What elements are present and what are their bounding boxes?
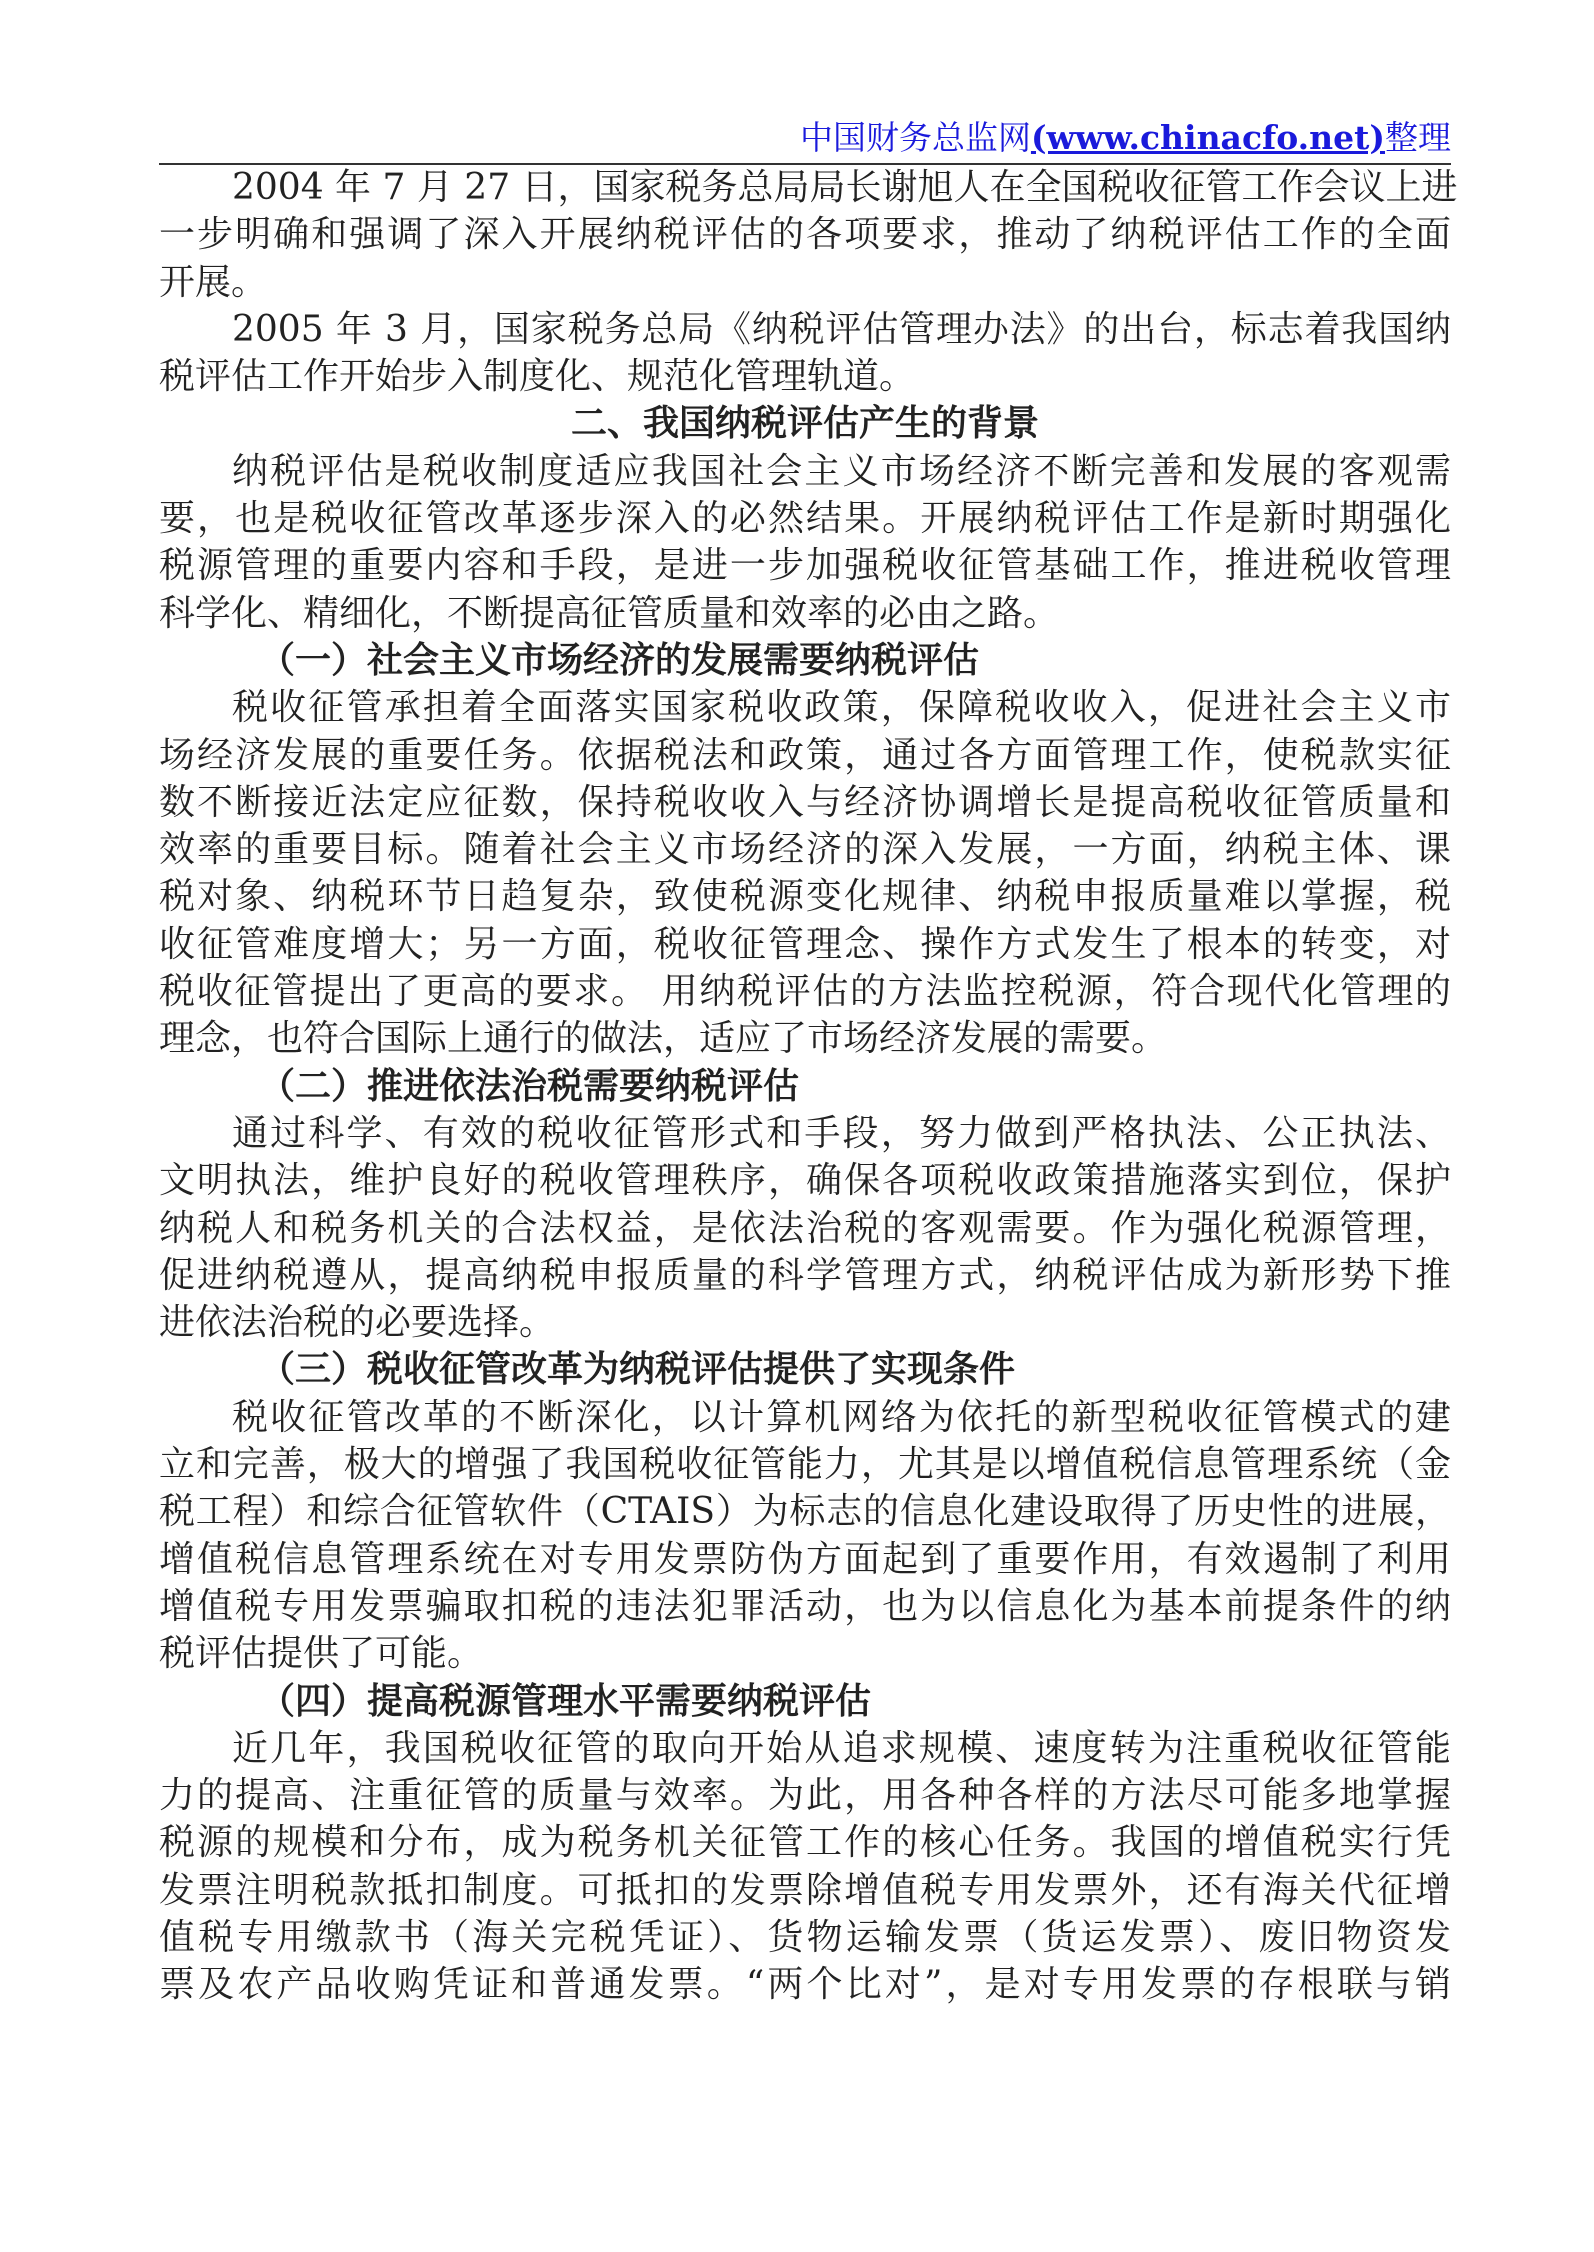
text-line: 纳税人和税务机关的合法权益，是依法治税的客观需要。作为强化税源管理， <box>159 1207 1451 1249</box>
text-line: 效率的重要目标。随着社会主义市场经济的深入发展，一方面，纳税主体、课 <box>159 829 1451 871</box>
text-line: （三）税收征管改革为纳税评估提供了实现条件 <box>259 1348 1016 1391</box>
text-line: 开展。 <box>159 261 268 303</box>
text-line: 数不断接近法定应征数，保持税收收入与经济协调增长是提高税收征管质量和 <box>159 781 1451 823</box>
text-line: 收征管难度增大；另一方面，税收征管理念、操作方式发生了根本的转变，对 <box>159 923 1451 965</box>
text-line: 近几年，我国税收征管的取向开始从追求规模、速度转为注重税收征管能 <box>232 1727 1451 1769</box>
text-line: 科学化、精细化，不断提高征管质量和效率的必由之路。 <box>159 592 1060 634</box>
paragraph <box>159 1725 1451 2009</box>
text-line: 税对象、纳税环节日趋复杂，致使税源变化规律、纳税申报质量难以掌握，税 <box>159 876 1451 918</box>
text-line: 立和完善，极大的增强了我国税收征管能力，尤其是以增值税信息管理系统（金 <box>159 1444 1451 1486</box>
text-line: 税收征管改革的不断深化，以计算机网络为依托的新型税收征管模式的建 <box>232 1396 1451 1438</box>
text-line: 理念，也符合国际上通行的做法，适应了市场经济发展的需要。 <box>159 1018 1168 1060</box>
subsection-heading <box>159 1678 1451 1725</box>
text-line: 票及农产品收购凭证和普通发票。“两个比对”，是对专用发票的存根联与销 <box>159 1964 1451 2006</box>
text-line: 要，也是税收征管改革逐步深入的必然结果。开展纳税评估工作是新时期强化 <box>159 498 1451 540</box>
text-line: 二、我国纳税评估产生的背景 <box>570 402 1039 445</box>
text-line: 税工程）和综合征管软件（CTAIS）为标志的信息化建设取得了历史性的进展， <box>159 1491 1451 1533</box>
page-header <box>159 118 1451 158</box>
section-heading <box>159 400 1451 447</box>
paragraph <box>159 684 1451 1062</box>
subsection-heading <box>159 1063 1451 1110</box>
text-line: 税收征管提出了更高的要求。 用纳税评估的方法监控税源，符合现代化管理的 <box>159 971 1451 1013</box>
text-line: 通过科学、有效的税收征管形式和手段，努力做到严格执法、公正执法、 <box>232 1112 1451 1154</box>
text-line: 力的提高、注重征管的质量与效率。为此，用各种各样的方法尽可能多地掌握 <box>159 1775 1451 1817</box>
text-line: 2004 年 7 月 27 日，国家税务总局局长谢旭人在全国税收征管工作会议上进 <box>232 167 1458 208</box>
text-line: 税源的规模和分布，成为税务机关征管工作的核心任务。我国的增值税实行凭 <box>159 1822 1451 1864</box>
text-line: 促进纳税遵从，提高纳税申报质量的科学管理方式，纳税评估成为新形势下推 <box>159 1254 1451 1296</box>
text-line: 文明执法，维护良好的税收管理秩序，确保各项税收政策措施落实到位，保护 <box>159 1160 1451 1202</box>
paragraph <box>159 164 1458 306</box>
paragraph <box>159 306 1451 401</box>
header-url-link[interactable]: (www.chinacfo.net) <box>1030 118 1385 157</box>
text-line: 增值税信息管理系统在对专用发票防伪方面起到了重要作用，有效遏制了利用 <box>159 1538 1451 1580</box>
paragraph <box>159 448 1451 637</box>
document-body <box>159 164 1458 2009</box>
text-line: 纳税评估是税收制度适应我国社会主义市场经济不断完善和发展的客观需 <box>232 450 1451 492</box>
text-line: 税源管理的重要内容和手段，是进一步加强税收征管基础工作，推进税收管理 <box>159 545 1451 587</box>
text-line: 增值税专用发票骗取扣税的违法犯罪活动，也为以信息化为基本前提条件的纳 <box>159 1585 1451 1627</box>
text-line: 税收征管承担着全面落实国家税收政策，保障税收收入，促进社会主义市 <box>232 687 1451 729</box>
text-line: 发票注明税款抵扣制度。可抵扣的发票除增值税专用发票外，还有海关代征增 <box>159 1869 1451 1911</box>
text-line: （四）提高税源管理水平需要纳税评估 <box>259 1679 872 1722</box>
text-line: 一步明确和强调了深入开展纳税评估的各项要求，推动了纳税评估工作的全面 <box>159 214 1451 256</box>
paragraph <box>159 1394 1451 1678</box>
text-line: 场经济发展的重要任务。依据税法和政策，通过各方面管理工作，使税款实征 <box>159 734 1451 776</box>
text-line: 税评估工作开始步入制度化、规范化管理轨道。 <box>159 356 916 398</box>
paragraph <box>159 1110 1451 1346</box>
subsection-heading <box>159 1346 1451 1393</box>
text-line: 2005 年 3 月，国家税务总局《纳税评估管理办法》的出台，标志着我国纳 <box>232 308 1451 350</box>
text-line: （二）推进依法治税需要纳税评估 <box>259 1064 800 1107</box>
text-line: 值税专用缴款书（海关完税凭证）、货物运输发票（货运发票）、废旧物资发 <box>159 1916 1451 1958</box>
subsection-heading <box>159 637 1451 684</box>
text-line: （一）社会主义市场经济的发展需要纳税评估 <box>259 638 980 681</box>
text-line: 税评估提供了可能。 <box>159 1633 484 1675</box>
header-site-name: 中国财务总监网 <box>799 118 1031 157</box>
text-line: 进依法治税的必要选择。 <box>159 1302 556 1344</box>
header-suffix: 整理 <box>1385 118 1451 157</box>
